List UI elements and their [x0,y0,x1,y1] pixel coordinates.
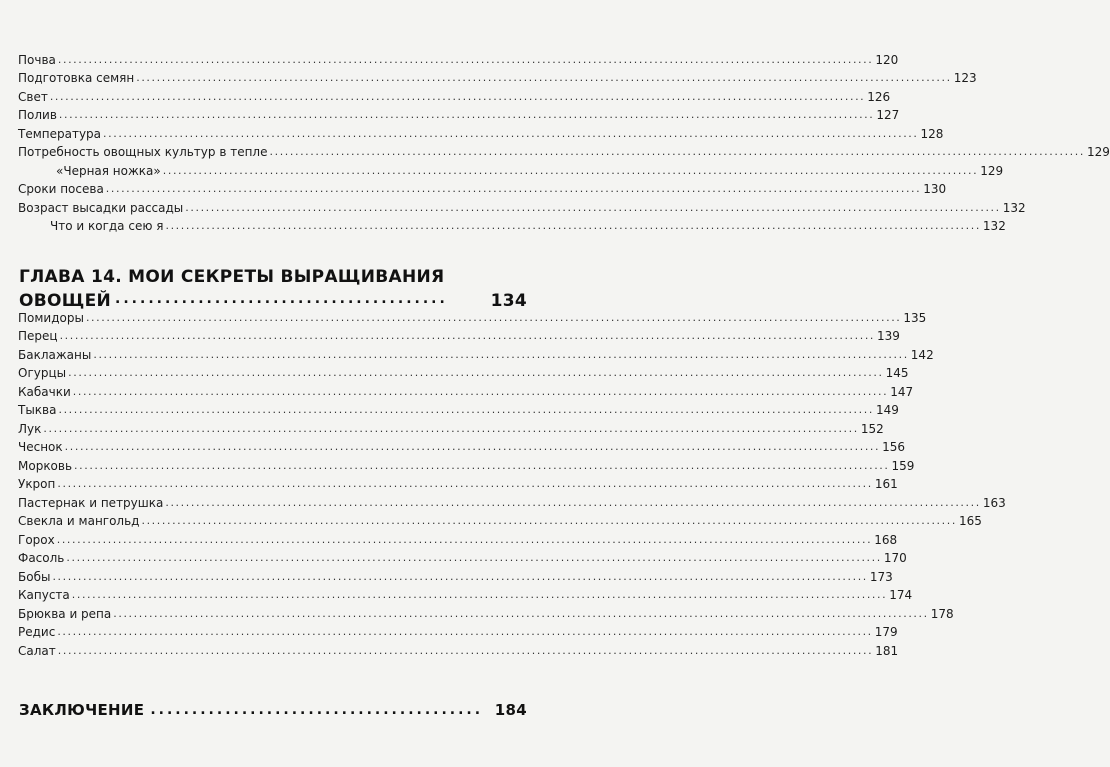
conclusion-entry [19,701,527,719]
toc-group-chapter-14 [0,306,1006,658]
toc-entry-leader: ................................................................................................................................................................ [57,52,874,66]
toc-entry [0,178,947,197]
toc-entry [0,141,1110,160]
toc-entry-page: 123 [953,71,977,85]
toc-entry-page: 174 [889,588,913,602]
toc-entry-title: Редис [18,625,56,639]
toc-entry-page: 173 [869,569,893,584]
toc-entry-page: 152 [860,421,884,436]
toc-entry-page: 147 [890,384,914,399]
toc-entry-page: 168 [874,532,898,547]
toc-entry [0,584,913,603]
toc-entry-title: Салат [18,643,56,658]
toc-entry-page: 161 [874,477,898,491]
toc-entry-leader: ................................................................................................................................................................ [57,643,874,657]
toc-entry-title: Перец [18,329,58,343]
toc-entry-title: Морковь [18,458,73,473]
toc-entry-page: 156 [882,440,906,454]
toc-entry [0,159,1004,178]
toc-entry [0,528,898,547]
toc-entry-leader: ................................................................................................................................................................ [71,588,888,601]
toc-entry-leader: ................................................................................................................................................................ [74,458,890,472]
toc-entry [0,306,927,325]
toc-entry-page: 170 [883,551,907,565]
toc-entry [0,565,893,584]
toc-entry-leader: ................................................................................................................................................................ [57,477,873,490]
toc-entry-leader: ................................................................................................................................................................ [72,384,889,398]
toc-entry-leader: ................................................................................................................................................................ [68,366,884,379]
toc-entry-title: Температура [18,126,102,141]
toc-entry [0,362,909,381]
toc-entry-leader: ................................................................................................................................................................ [136,71,952,84]
toc-entry [0,454,915,473]
toc-entry-leader: ................................................................................................................................................................ [64,440,881,453]
toc-entry-title: «Черная ножка» [56,163,161,178]
toc-entry-title: Полив [18,108,57,122]
toc-entry [0,48,899,67]
conclusion-leader: ........................................ [150,702,484,718]
toc-entry-page: 129 [1086,145,1110,159]
toc-entry-page: 120 [875,52,899,67]
toc-entry-leader: ................................................................................................................................................................ [66,551,882,564]
chapter-14-title-line2: ОВОЩЕЙ [19,291,112,311]
toc-entry-leader: ................................................................................................................................................................ [162,163,979,177]
toc-entry-page: 149 [875,403,899,417]
toc-entry [0,621,898,640]
toc-entry [0,325,900,344]
toc-entry-title: Баклажаны [18,347,92,362]
toc-entry-title: Огурцы [18,366,67,380]
toc-entry-page: 163 [982,495,1006,510]
toc-entry [0,417,884,436]
toc-entry-page: 127 [876,108,900,122]
toc-group-top [0,48,1110,233]
toc-entry-title: Укроп [18,477,56,491]
toc-entry-page: 159 [891,458,915,473]
toc-entry [0,547,907,566]
toc-entry-title: Помидоры [18,310,84,325]
toc-entry-title: Сроки посева [18,182,104,196]
conclusion-title: ЗАКЛЮЧЕНИЕ [19,701,145,719]
toc-entry-page: 145 [885,366,909,380]
toc-entry-page: 181 [875,643,899,658]
toc-entry [0,104,900,123]
toc-entry-page: 135 [903,310,927,325]
toc-entry-leader: ................................................................................................................................................................ [93,347,909,361]
toc-entry [0,510,982,529]
toc-entry-title: Почва [18,52,56,67]
toc-entry [0,491,1006,510]
toc-entry [0,343,934,362]
toc-entry-leader: ................................................................................................................................................................ [49,89,866,103]
toc-entry-title: Капуста [18,588,70,602]
toc-entry-title: Возраст высадки рассады [18,200,184,215]
toc-entry [0,67,977,86]
toc-entry [0,602,954,621]
toc-entry [0,473,898,492]
toc-entry-title: Подготовка семян [18,71,135,85]
toc-entry-page: 132 [1002,200,1026,215]
toc-entry-title: Чеснок [18,440,63,454]
toc-entry-leader: ................................................................................................................................................................ [52,569,868,583]
toc-entry-page: 179 [874,625,898,639]
toc-entry-title: Фасоль [18,551,65,565]
toc-entry-page: 139 [877,329,900,343]
toc-entry-leader: ................................................................................................................................................................ [56,532,873,546]
toc-entry [0,196,1026,215]
toc-entry-leader: ................................................................................................................................................................ [43,421,859,435]
toc-entry-leader: ................................................................................................................................................................ [185,200,1001,214]
toc-entry-leader: ................................................................................................................................................................ [113,606,929,620]
toc-entry-title: Пастернак и петрушка [18,495,164,510]
chapter-14-page: 134 [490,291,527,311]
toc-entry-leader: ................................................................................................................................................................ [141,514,957,527]
toc-entry-page: 142 [910,347,934,362]
toc-entry-title: Бобы [18,569,51,584]
toc-entry-leader: ................................................................................................................................................................ [85,310,902,324]
toc-entry-title: Горох [18,532,55,547]
toc-entry-page: 129 [980,163,1004,178]
toc-entry-title: Свет [18,89,48,104]
toc-entry [0,436,906,455]
conclusion-page: 184 [494,701,527,719]
toc-entry-page: 130 [923,182,947,196]
toc-entry-leader: ................................................................................................................................................................ [57,625,873,638]
toc-entry-leader: ................................................................................................................................................................ [105,182,922,195]
toc-entry [0,122,944,141]
toc-entry-page: 132 [982,219,1006,233]
toc-entry-leader: ................................................................................................................................................................ [58,108,875,121]
toc-entry-title: Лук [18,421,42,436]
toc-entry [0,639,899,658]
toc-entry-leader: ................................................................................................................................................................ [103,126,919,140]
toc-entry [0,399,899,418]
toc-entry-leader: ................................................................................................................................................................ [165,495,981,509]
toc-entry-page: 165 [958,514,982,528]
toc-entry [0,85,891,104]
toc-entry-page: 128 [920,126,944,141]
chapter-14-leader: ........................................ [115,291,448,307]
toc-entry-leader: ................................................................................................................................................................ [269,145,1085,158]
toc-entry-title: Кабачки [18,384,71,399]
toc-entry [0,215,1006,234]
toc-entry-title: Потребность овощных культур в тепле [18,145,268,159]
toc-entry-title: Брюква и репа [18,606,112,621]
toc-entry-page: 126 [867,89,891,104]
toc-entry [0,380,914,399]
chapter-14-title-line1: ГЛАВА 14. МОИ СЕКРЕТЫ ВЫРАЩИВАНИЯ [19,267,445,287]
toc-entry-title: Что и когда сею я [50,219,164,233]
toc-entry-page: 178 [930,606,954,621]
toc-entry-leader: ................................................................................................................................................................ [58,403,874,416]
toc-entry-title: Свекла и мангольд [18,514,140,528]
toc-entry-leader: ................................................................................................................................................................ [165,219,981,232]
toc-entry-title: Тыква [18,403,57,417]
toc-entry-leader: ................................................................................................................................................................ [59,329,876,342]
